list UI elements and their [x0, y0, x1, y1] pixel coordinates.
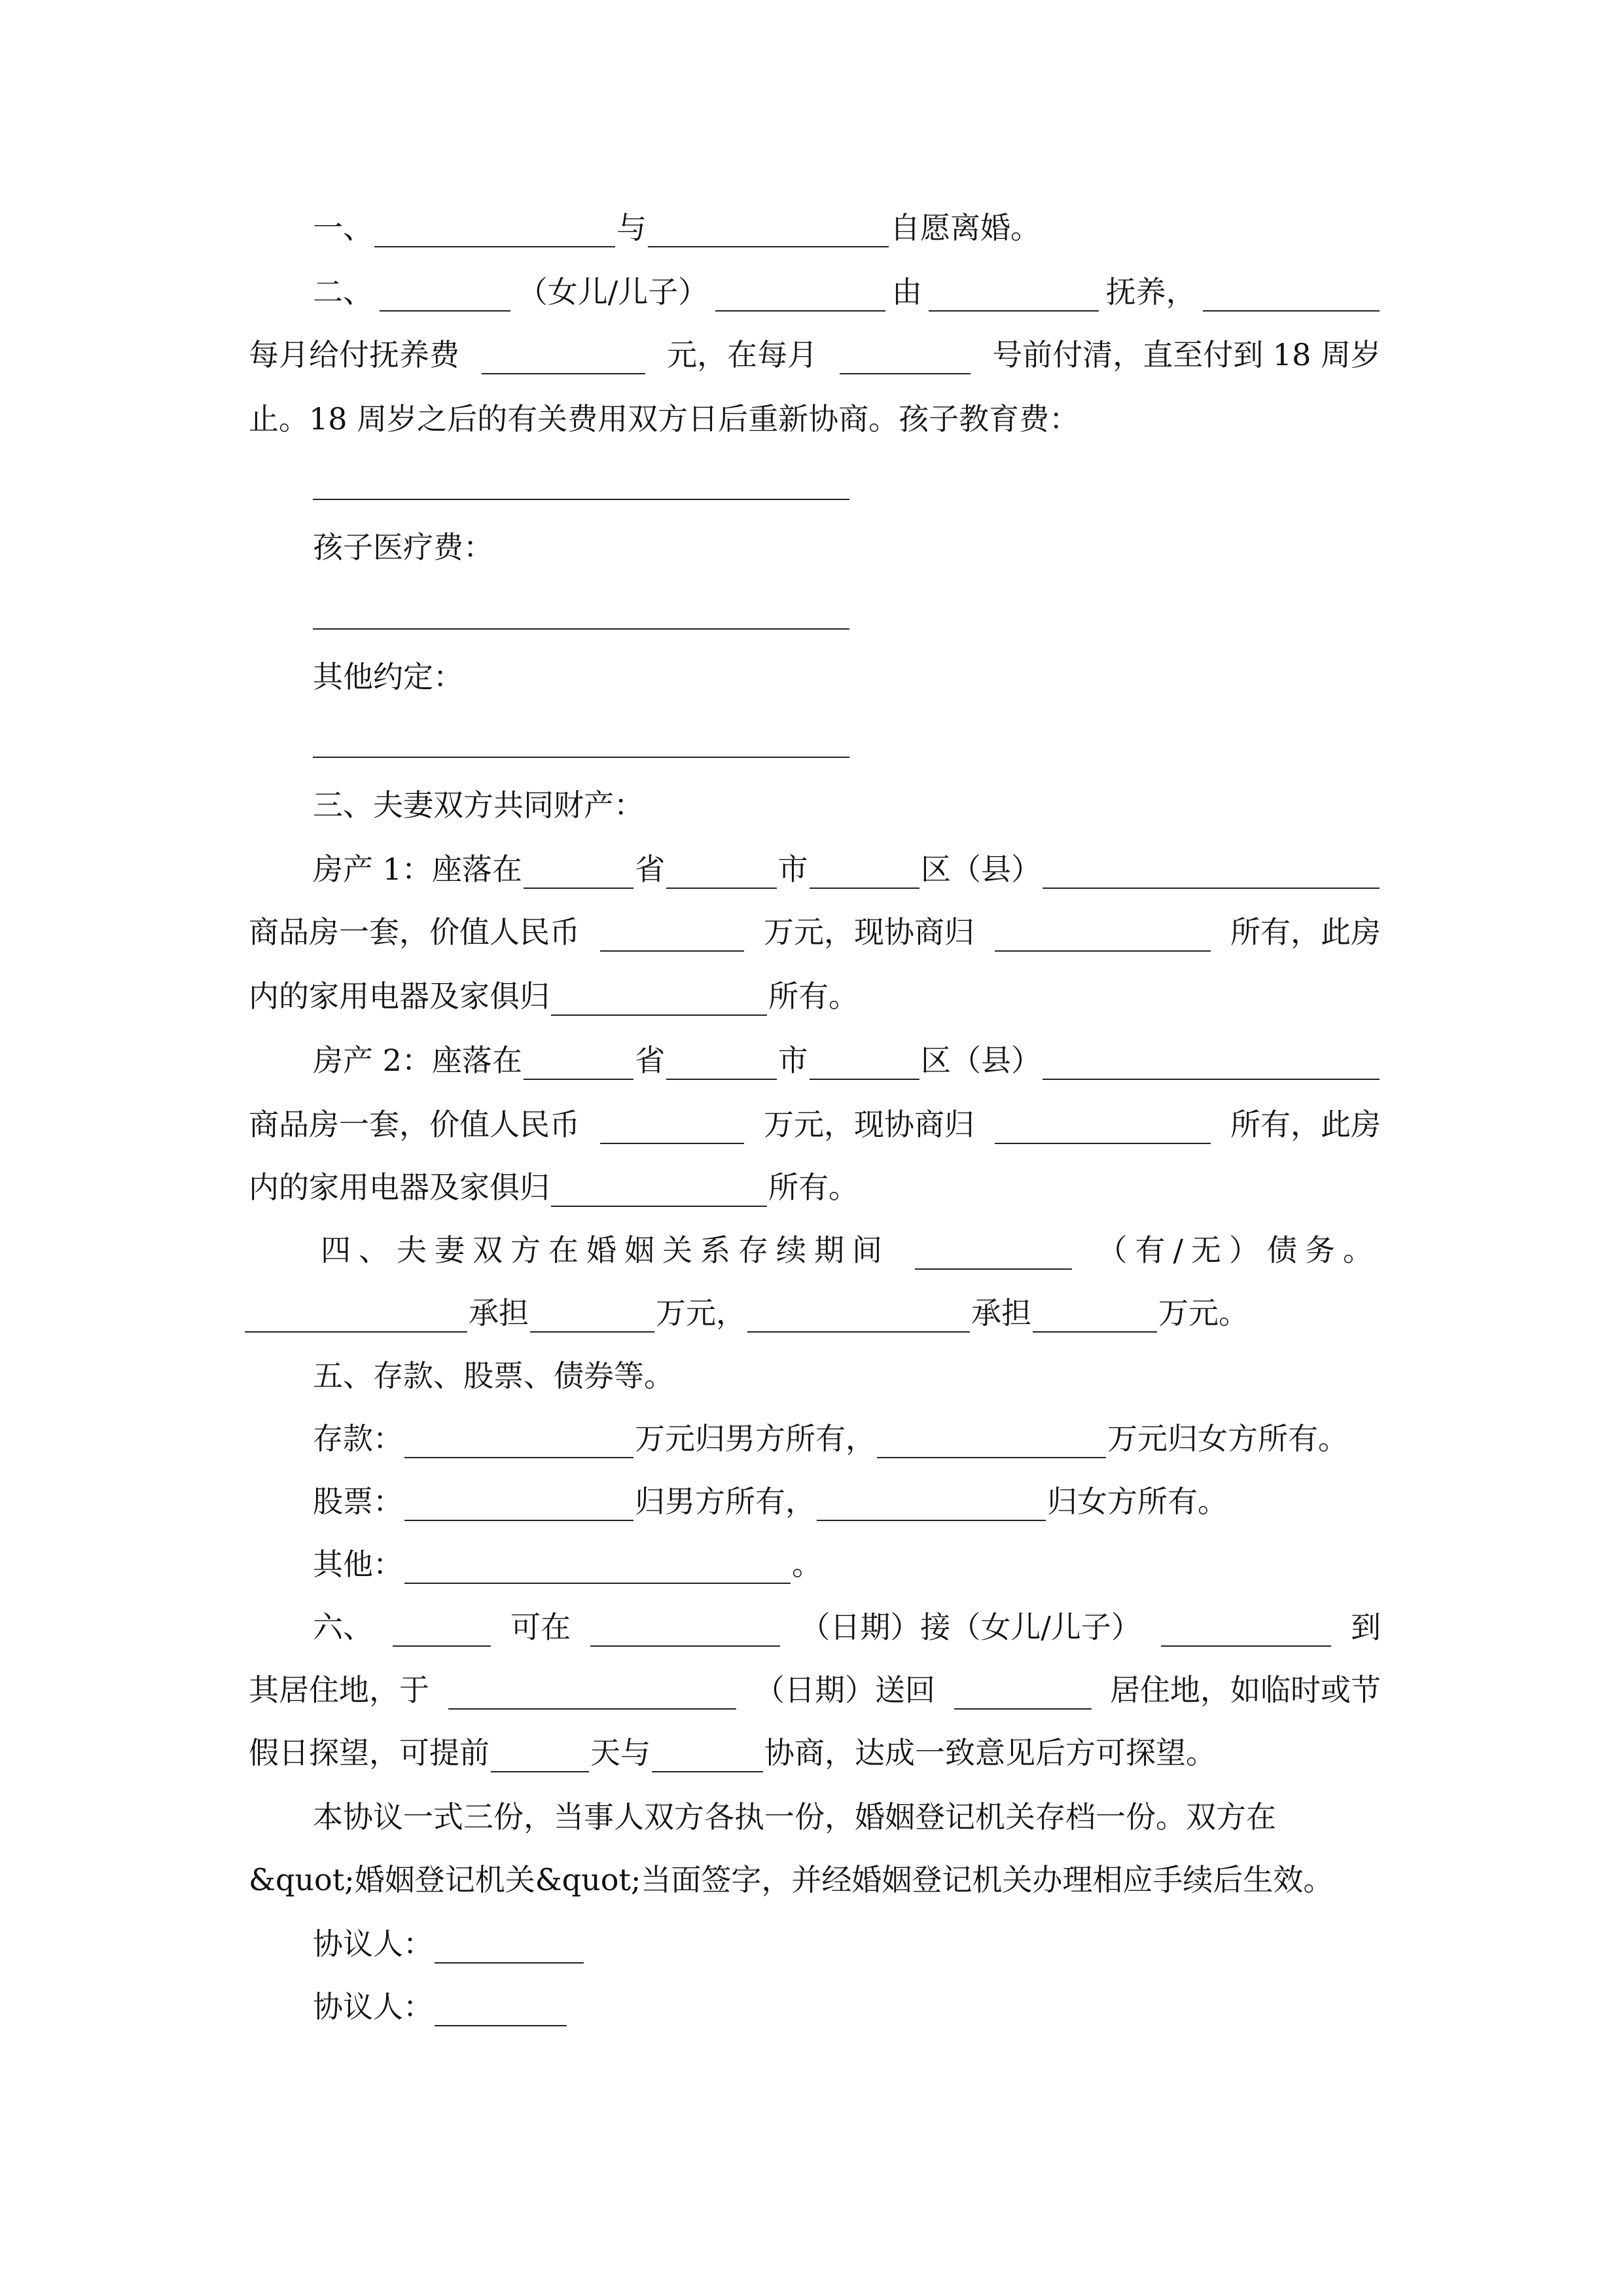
text: 万元。: [1158, 1295, 1249, 1331]
text: 万元归女方所有。: [1107, 1421, 1348, 1456]
province-blank[interactable]: [524, 859, 633, 889]
other-assets-blank[interactable]: [404, 1554, 791, 1584]
deposit-male-blank[interactable]: [404, 1428, 633, 1458]
text: 内的家用电器及家俱归: [249, 1170, 550, 1205]
province-blank[interactable]: [524, 1050, 633, 1080]
house-2-line-1: [313, 1041, 1381, 1080]
stock-female-blank[interactable]: [817, 1491, 1046, 1521]
city-blank[interactable]: [666, 859, 776, 889]
clause-1: [313, 208, 1041, 247]
text: 归男方所有，: [635, 1484, 815, 1519]
amount-b-blank[interactable]: [1033, 1302, 1157, 1333]
text: 区（县）: [921, 852, 1042, 887]
value-blank[interactable]: [600, 922, 744, 952]
text: 本协议一式三份，当事人双方各执一份，婚姻登记机关存档一份。双方在: [313, 1799, 1276, 1835]
text: 所有。: [768, 978, 859, 1014]
text: 其他：: [313, 1547, 403, 1582]
closing-line-1: [313, 1797, 1276, 1837]
text: 止。18 周岁之后的有关费用双方日后重新协商。孩子教育费：: [249, 401, 1080, 437]
house-2-line-3: [249, 1168, 859, 1207]
clause-3-title: [313, 785, 644, 825]
stock-line: [313, 1482, 1228, 1521]
return-place-blank[interactable]: [954, 1679, 1092, 1710]
deposit-line: [313, 1419, 1348, 1458]
text: 居住地，如临时或节: [1110, 1672, 1381, 1708]
text: &quot;婚姻登记机关&quot;当面签字，并经婚姻登记机关办理相应手续后生效。: [249, 1862, 1334, 1897]
text: 存款：: [313, 1421, 403, 1456]
text: 四、夫妻双方在婚姻关系存续期间: [321, 1232, 890, 1268]
appliances-owner-blank[interactable]: [551, 1177, 767, 1207]
text: 孩子医疗费：: [313, 529, 493, 565]
other-terms-blank[interactable]: [313, 757, 849, 758]
child-name-blank[interactable]: [380, 281, 510, 312]
notice-days-blank[interactable]: [491, 1742, 589, 1772]
text: 万元归男方所有，: [635, 1421, 876, 1456]
deposit-female-blank[interactable]: [877, 1428, 1106, 1458]
signer-label: 协议人：: [313, 1926, 433, 1962]
child-blank[interactable]: [1161, 1617, 1331, 1647]
clause-number: 六、: [313, 1609, 373, 1645]
text: 万元，现协商归: [764, 1107, 974, 1142]
child-blank[interactable]: [715, 281, 885, 312]
signer-a-blank[interactable]: [435, 1933, 584, 1964]
text: 抚养，: [1105, 274, 1196, 310]
text: 其他约定：: [313, 659, 463, 694]
text: 由: [891, 274, 922, 310]
text: 市: [777, 852, 808, 887]
text: 协商，达成一致意见后方可探望。: [764, 1735, 1216, 1770]
payer-blank[interactable]: [1203, 281, 1380, 312]
text: （日期）送回: [755, 1672, 935, 1708]
text: 元，在每月: [667, 337, 818, 372]
text: （女儿/儿子）: [517, 274, 709, 310]
clause-number: 一、: [313, 210, 373, 245]
address-blank[interactable]: [1043, 1050, 1380, 1080]
debt-blank[interactable]: [915, 1240, 1072, 1270]
text: 万元，现协商归: [764, 914, 974, 950]
clause-6-line-3: [249, 1733, 1216, 1772]
text: 到: [1350, 1609, 1381, 1645]
clause-5-title: [313, 1356, 674, 1395]
pickup-date-blank[interactable]: [590, 1617, 780, 1647]
medical-fee-blank[interactable]: [313, 628, 849, 630]
text: （日期）接（女儿/儿子）: [800, 1609, 1141, 1645]
contact-party-blank[interactable]: [652, 1742, 763, 1772]
text: 号前付清，直至付到 18 周岁: [992, 337, 1381, 372]
house-2-line-2: [249, 1105, 1381, 1144]
visitor-blank[interactable]: [393, 1617, 491, 1647]
text: 承担: [971, 1295, 1031, 1331]
stock-male-blank[interactable]: [404, 1491, 633, 1521]
text: 所有。: [768, 1170, 859, 1205]
owner-blank[interactable]: [995, 922, 1211, 952]
text: 房产 1：座落在: [313, 852, 522, 887]
text: 房产 2：座落在: [313, 1043, 522, 1078]
text: 与: [616, 210, 647, 245]
text: 市: [777, 1043, 808, 1078]
appliances-owner-blank[interactable]: [551, 986, 767, 1016]
clause-4-line-2: [243, 1293, 1249, 1333]
signer-b-blank[interactable]: [435, 1996, 567, 2026]
house-1-line-3: [249, 977, 859, 1016]
value-blank[interactable]: [600, 1114, 744, 1144]
payment-day-blank[interactable]: [840, 344, 971, 374]
closing-line-2: [249, 1860, 1333, 1899]
text: 承担: [469, 1295, 529, 1331]
city-blank[interactable]: [666, 1050, 776, 1080]
support-amount-blank[interactable]: [482, 344, 645, 374]
text: 归女方所有。: [1047, 1484, 1228, 1519]
text: （有/无）债务。: [1097, 1232, 1381, 1268]
education-fee-blank[interactable]: [313, 499, 849, 500]
clause-4-line-1: [321, 1230, 1381, 1270]
debtor-a-blank[interactable]: [245, 1302, 467, 1333]
clause-6-line-2: [249, 1670, 1381, 1710]
address-blank[interactable]: [1043, 859, 1380, 889]
district-blank[interactable]: [810, 859, 919, 889]
text: 三、夫妻双方共同财产：: [313, 787, 644, 823]
debtor-b-blank[interactable]: [747, 1302, 970, 1333]
clause-2-line-3: [249, 399, 1079, 439]
signer-a-line: [313, 1924, 585, 1964]
other-assets-line: [313, 1545, 822, 1584]
text: 商品房一套，价值人民币: [249, 1107, 580, 1142]
text: 可在: [510, 1609, 571, 1645]
party-a-blank[interactable]: [374, 217, 615, 247]
text: 省: [635, 1043, 666, 1078]
text: 五、存款、股票、债券等。: [313, 1358, 674, 1393]
clause-2-line-1: [313, 272, 1381, 312]
text: 假日探望，可提前: [249, 1735, 490, 1770]
clause-6-line-1: [313, 1607, 1381, 1647]
text: 万元，: [656, 1295, 746, 1331]
text: 。: [792, 1547, 822, 1582]
text: 内的家用电器及家俱归: [249, 978, 550, 1014]
amount-a-blank[interactable]: [530, 1302, 654, 1333]
return-date-blank[interactable]: [448, 1679, 736, 1710]
text: 商品房一套，价值人民币: [249, 914, 580, 950]
text: 每月给付抚养费: [249, 337, 459, 372]
clause-number: 二、: [313, 274, 373, 310]
signer-b-line: [313, 1987, 568, 2026]
text: 省: [635, 852, 666, 887]
other-terms-label: [313, 657, 463, 696]
district-blank[interactable]: [810, 1050, 919, 1080]
house-1-line-2: [249, 912, 1381, 952]
signer-label: 协议人：: [313, 1989, 433, 2024]
text: 所有，此房: [1230, 1107, 1381, 1142]
party-b-blank[interactable]: [648, 217, 889, 247]
text: 股票：: [313, 1484, 403, 1519]
medical-fee-label: [313, 528, 493, 567]
text: 其居住地，于: [249, 1672, 429, 1708]
text: 自愿离婚。: [890, 210, 1041, 245]
text: 所有，此房: [1230, 914, 1381, 950]
house-1-line-1: [313, 850, 1381, 889]
clause-2-line-2: [249, 335, 1381, 374]
text: 区（县）: [921, 1043, 1042, 1078]
owner-blank[interactable]: [995, 1114, 1211, 1144]
text: 天与: [590, 1735, 651, 1770]
custodian-blank[interactable]: [929, 281, 1099, 312]
